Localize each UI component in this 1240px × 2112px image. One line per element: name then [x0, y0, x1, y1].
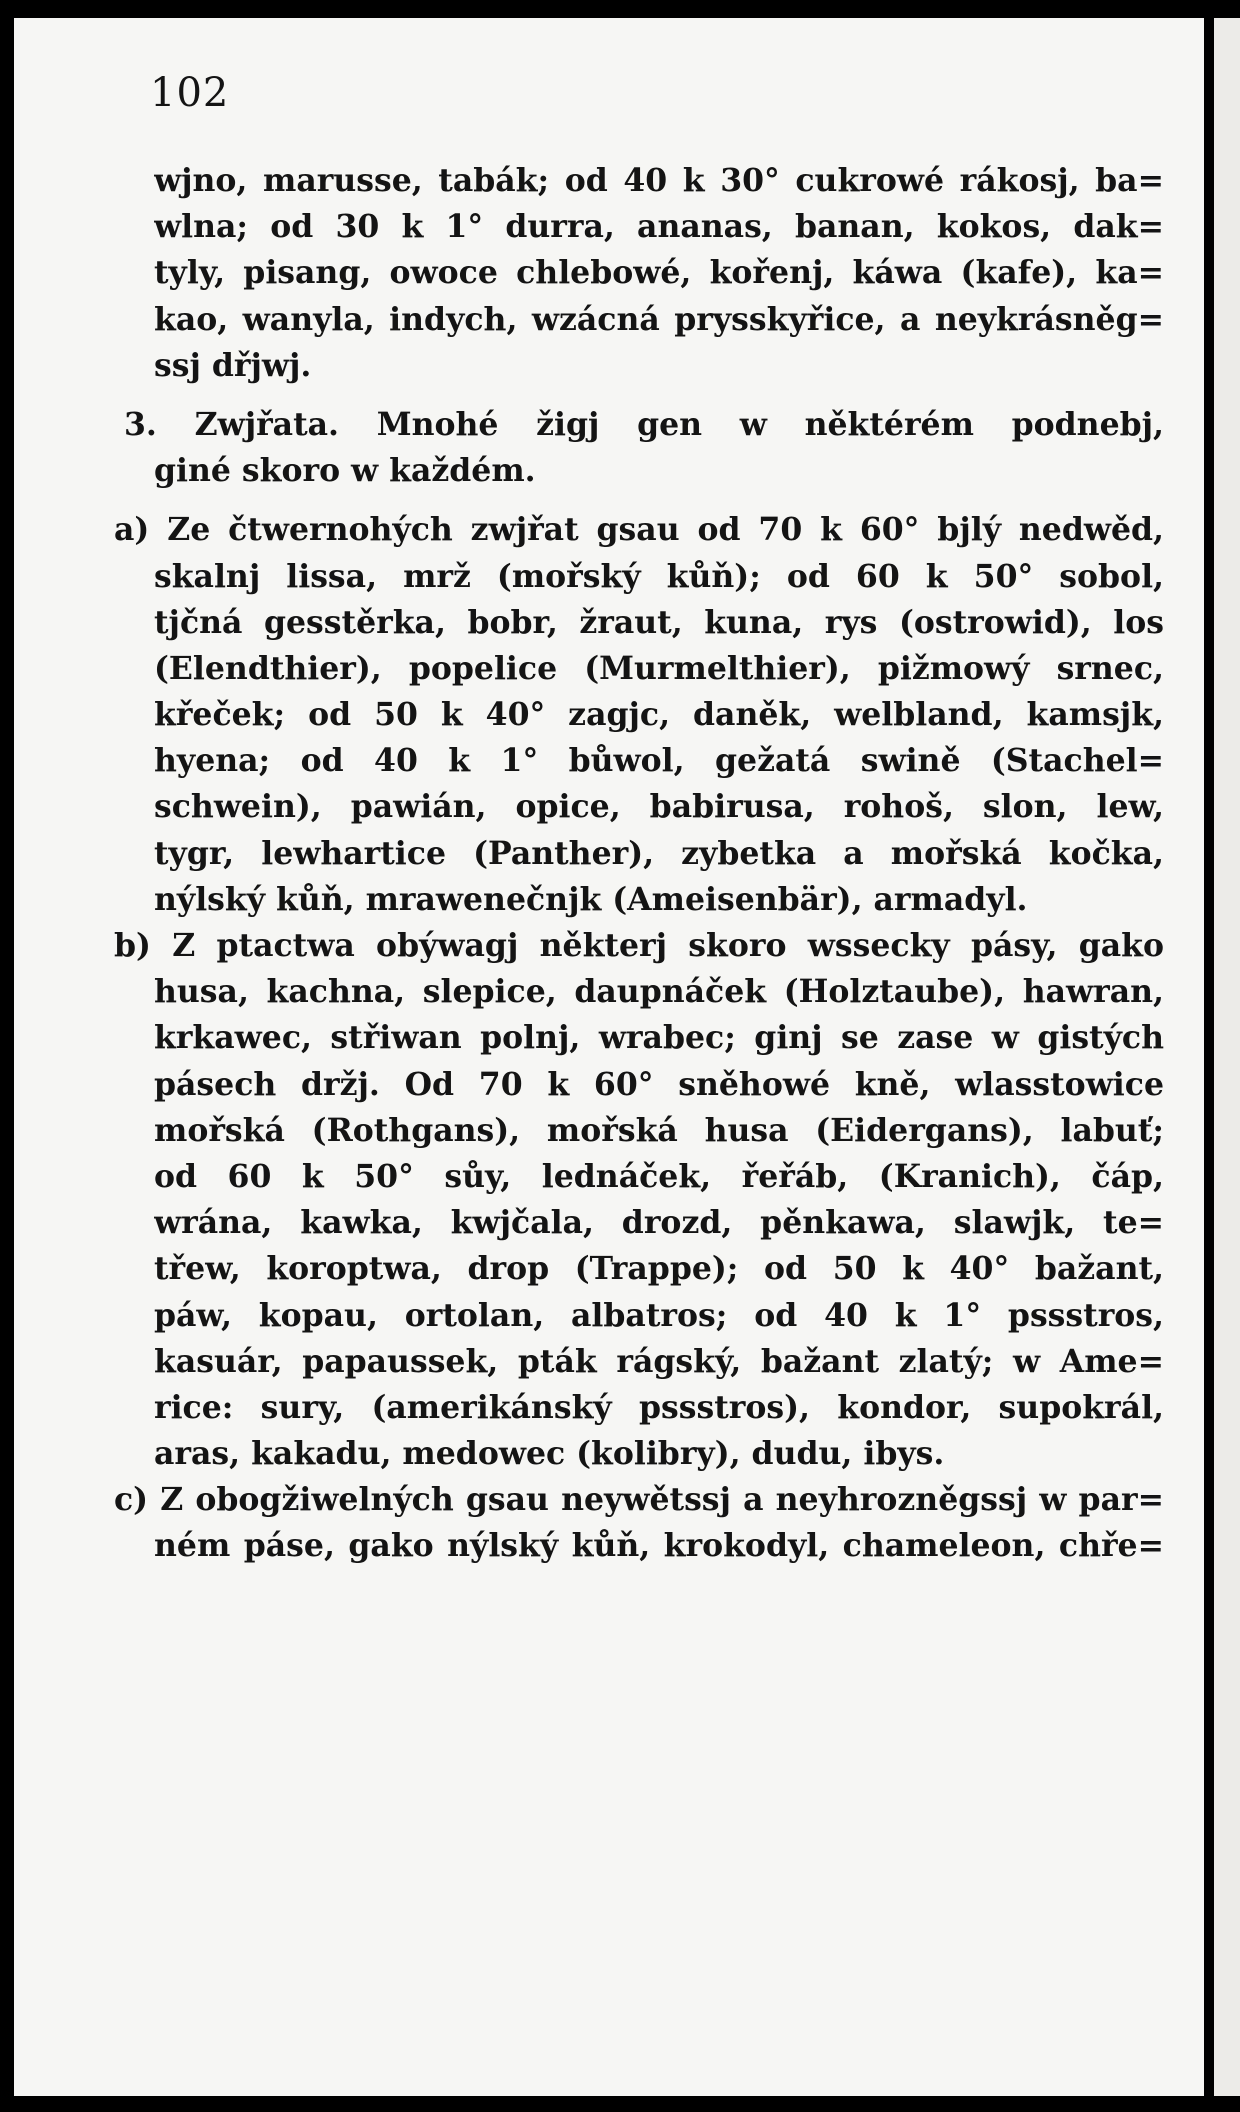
paragraph-a-first-line: a) Ze čtwernohých zwjřat gsau od 70 k 60° bjlý nedwěd,	[114, 511, 1164, 549]
paragraph-c-first-line: c) Z obogžiwelných gsau neywětssj a neyhrozněgssj w par=	[114, 1481, 1164, 1519]
text-line: aras, kakadu, medowec (kolibry), dudu, ibys.	[154, 1435, 945, 1473]
text-line: od 60 k 50° sůy, lednáček, řeřáb, (Kranich), čáp,	[154, 1157, 1164, 1195]
text-line: krkawec, střiwan polnj, wrabec; ginj se zase w gistých	[154, 1019, 1164, 1057]
text-line: (Elendthier), popelice (Murmelthier), pižmowý srnec,	[154, 649, 1164, 687]
paragraph-b-first-line: b) Z ptactwa obýwagj některj skoro wssecky pásy, gako	[114, 927, 1164, 964]
text-line: rice: sury, (amerikánský pssstros), kondor, supokrál,	[154, 1388, 1164, 1426]
text-line: kao, wanyla, indych, wzácná prysskyřice, a neykrásněg=	[154, 300, 1164, 338]
text-line: tjčná gesstěrka, bobr, žraut, kuna, rys (ostrowid), los	[154, 603, 1164, 641]
text-line: tyly, pisang, owoce chlebowé, kořenj, káwa (kafe), ka=	[154, 254, 1164, 292]
text-line: mořská (Rothgans), mořská husa (Eidergans), labuť;	[154, 1111, 1164, 1149]
text-line: ssj dřjwj.	[154, 346, 312, 384]
text-line: tygr, lewhartice (Panther), zybetka a mořská kočka,	[154, 834, 1164, 872]
text-line: páw, kopau, ortolan, albatros; od 40 k 1° pssstros,	[154, 1296, 1164, 1334]
text-line: hyena; od 40 k 1° bůwol, gežatá swině (Stachel=	[154, 742, 1164, 780]
text-line: wrána, kawka, kwjčala, drozd, pěnkawa, slawjk, te=	[154, 1204, 1164, 1242]
text-line: křeček; od 50 k 40° zagjc, daněk, welbland, kamsjk,	[154, 696, 1164, 734]
text-line: pásech držj. Od 70 k 60° sněhowé kně, wlasstowice	[154, 1065, 1164, 1103]
text-line: wjno, marusse, tabák; od 40 k 30° cukrowé rákosj, ba=	[154, 162, 1164, 199]
text-line: wlna; od 30 k 1° durra, ananas, banan, kokos, dak=	[154, 208, 1164, 246]
text-line: nýlský kůň, mrawenečnjk (Ameisenbär), armadyl.	[154, 880, 1028, 918]
text-line: schwein), pawián, opice, babirusa, rohoš, slon, lew,	[154, 788, 1164, 826]
section-heading-line: 3. Zwjřata. Mnohé žigj gen w něktérém podnebj,	[124, 405, 1164, 443]
text-line: ném páse, gako nýlský kůň, krokodyl, chameleon, chře=	[154, 1527, 1164, 1565]
text-line: skalnj lissa, mrž (mořský kůň); od 60 k 50° sobol,	[154, 557, 1164, 595]
text-line: giné skoro w každém.	[154, 452, 536, 490]
adjacent-page-edge	[1214, 18, 1240, 2096]
text-line: kasuár, papaussek, pták rágský, bažant zlatý; w Ame=	[154, 1342, 1164, 1380]
text-line: husa, kachna, slepice, daupnáček (Holztaube), hawran,	[154, 973, 1164, 1011]
page-number: 102	[150, 70, 230, 116]
body-text	[114, 158, 1164, 1570]
text-line: třew, koroptwa, drop (Trappe); od 50 k 40° bažant,	[154, 1250, 1164, 1288]
book-page	[14, 18, 1204, 2096]
